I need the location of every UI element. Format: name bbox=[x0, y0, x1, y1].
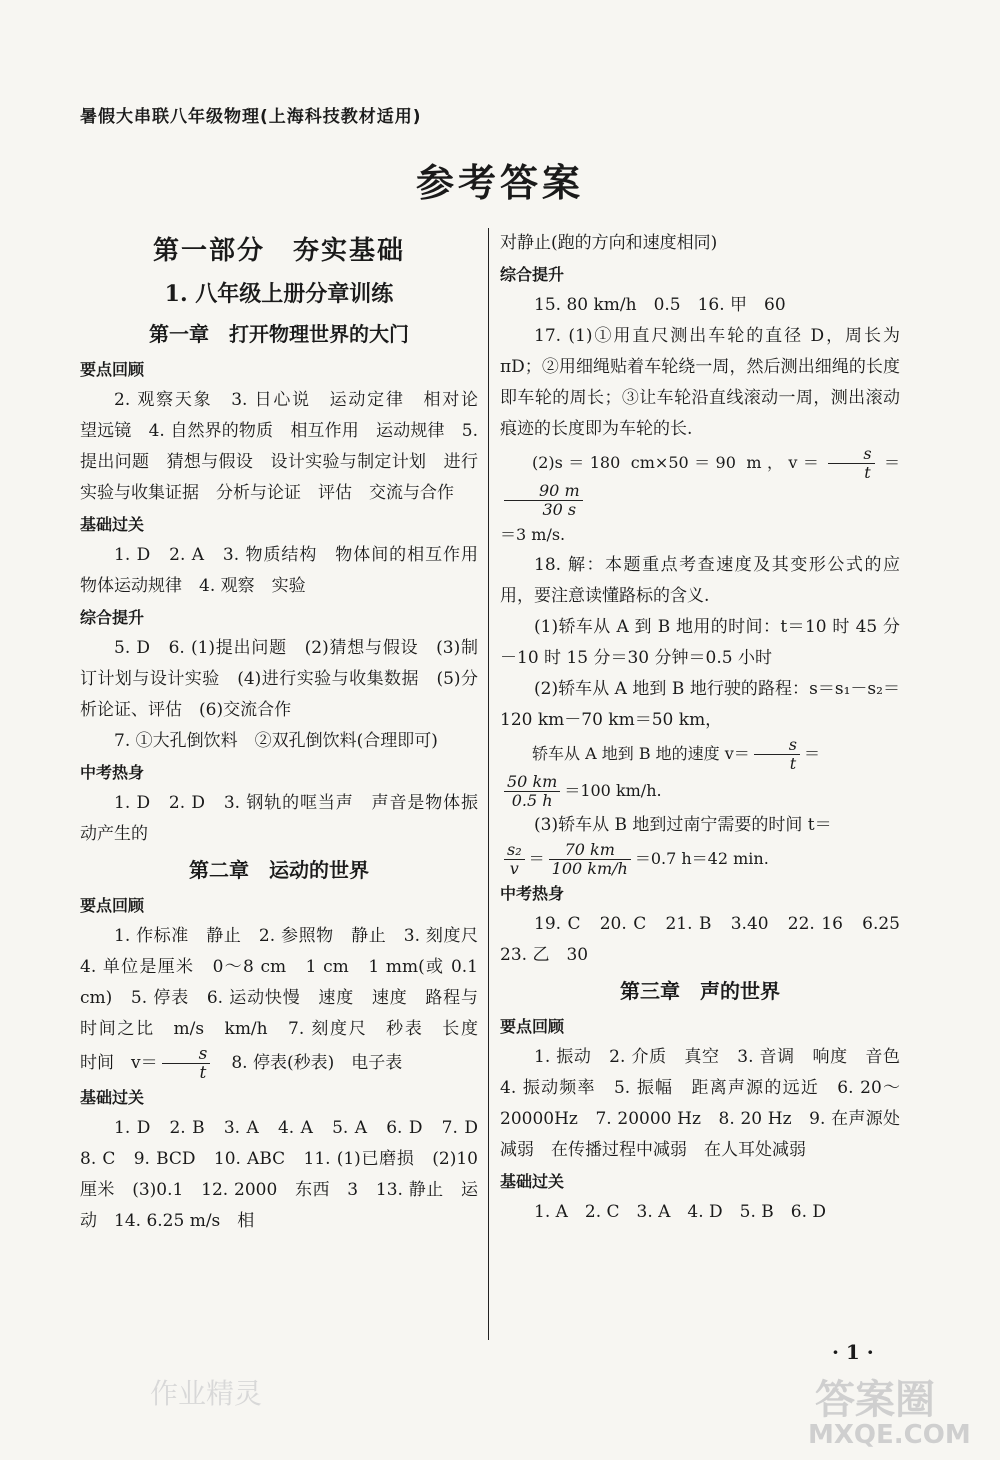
formula-text: 轿车从 A 地到 B 地的速度 v＝ bbox=[532, 744, 750, 763]
unit-title: 1. 八年级上册分章训练 bbox=[164, 281, 394, 307]
right-column bbox=[500, 228, 917, 1228]
answer-paragraph: 1. D 2. D 3. 钢轨的哐当声 声音是物体振动产生的 bbox=[80, 793, 478, 844]
fraction-numerator: s bbox=[754, 736, 800, 755]
fraction-denominator: t bbox=[789, 754, 797, 773]
fraction bbox=[504, 482, 583, 519]
book-header: 暑假大串联八年级物理(上海科技教材适用) bbox=[80, 107, 422, 127]
section-heading: 中考热身 bbox=[500, 884, 565, 903]
answer-paragraph: (3)轿车从 B 地到过南宁需要的时间 t＝ bbox=[534, 815, 832, 835]
formula-text: ＝ bbox=[528, 849, 545, 868]
fraction-denominator: v bbox=[509, 859, 519, 878]
part-title: 第一部分 夯实基础 bbox=[152, 236, 405, 266]
section-heading: 中考热身 bbox=[80, 763, 145, 782]
answer-paragraph: 17. (1)①用直尺测出车轮的直径 D，周长为 πD；②用细绳贴着车轮绕一周，然后测出细绳的长度即车轮的周长；③让车轮沿直线滚动一周，测出滚动痕迹的长度即为车轮的长. bbox=[500, 326, 900, 439]
fraction-denominator: t bbox=[864, 463, 871, 482]
formula-text: ＝ bbox=[878, 453, 900, 472]
section-heading: 综合提升 bbox=[500, 265, 565, 284]
section-heading: 要点回顾 bbox=[80, 360, 145, 379]
section-heading: 要点回顾 bbox=[80, 896, 145, 915]
answer-paragraph: 19. C 20. C 21. B 3.40 22. 16 6.25 23. 乙 30 bbox=[500, 914, 917, 965]
answer-paragraph: 7. ①大孔倒饮料 ②双孔倒饮料(合理即可) bbox=[114, 731, 438, 751]
fraction-numerator: 70 km bbox=[549, 841, 631, 860]
fraction-numerator: s bbox=[828, 445, 874, 464]
answer-paragraph: (2)轿车从 A 地到 B 地行驶的路程：s＝s₁－s₂＝120 km－70 km＝50 km， bbox=[500, 679, 900, 730]
formula-line bbox=[500, 445, 900, 519]
formula-text: ＝100 km/h. bbox=[564, 781, 662, 800]
formula-line bbox=[500, 773, 900, 810]
fraction-numerator: s₂ bbox=[504, 841, 525, 860]
answer-paragraph: 1. D 2. B 3. A 4. A 5. A 6. D 7. D 8. C 9. BCD 10. ABC 11. (1)已磨损 (2)10 厘米 (3)0.1 12. 2000 东西 3 13. 静止 运动 14. 6.25 m/s 相 bbox=[80, 1118, 495, 1231]
fraction bbox=[828, 445, 874, 482]
fraction bbox=[504, 773, 560, 810]
page-title: 参考答案 bbox=[415, 160, 584, 205]
formula-text: ＝ bbox=[804, 744, 821, 763]
watermark-faint: 作业精灵 bbox=[150, 1377, 263, 1410]
section-heading: 要点回顾 bbox=[500, 1017, 565, 1036]
fraction-denominator: 0.5 h bbox=[511, 791, 553, 810]
fraction-numerator: 50 km bbox=[504, 773, 560, 792]
answer-paragraph bbox=[80, 921, 495, 1083]
section-heading: 基础过关 bbox=[80, 1088, 145, 1107]
answer-paragraph: 2. 观察天象 3. 日心说 运动定律 相对论 望远镜 4. 自然界的物质 相互作用 运动规律 5. 提出问题 猜想与假设 设计实验与制定计划 进行实验与收集证据 分析与论证 评估 交流与合作 bbox=[80, 390, 495, 503]
formula-text: ＝0.7 h＝42 min. bbox=[634, 849, 769, 868]
fraction bbox=[504, 841, 525, 878]
fraction bbox=[549, 841, 631, 878]
fraction-denominator: 30 s bbox=[542, 500, 577, 519]
fraction-numerator: s bbox=[162, 1045, 211, 1064]
chapter-3-title: 第三章 声的世界 bbox=[620, 979, 780, 1003]
answer-paragraph: 对静止(跑的方向和速度相同) bbox=[500, 233, 718, 253]
answer-paragraph: 1. D 2. A 3. 物质结构 物体间的相互作用 物体运动规律 4. 观察 实验 bbox=[80, 545, 495, 596]
section-heading: 基础过关 bbox=[500, 1172, 565, 1191]
formula-line bbox=[500, 841, 900, 878]
watermark-logo: 答案圈 bbox=[815, 1377, 935, 1423]
answer-paragraph: 1. A 2. C 3. A 4. D 5. B 6. D bbox=[534, 1202, 827, 1222]
answer-paragraph: (1)轿车从 A 到 B 地用的时间：t＝10 时 45 分－10 时 15 分＝30 分钟＝0.5 小时 bbox=[500, 617, 900, 668]
answer-text: 8. 停表(秒表) 电子表 bbox=[214, 1053, 403, 1073]
formula-line: ＝3 m/s. bbox=[500, 525, 566, 544]
formula-text: (2)s＝180 cm×50＝90 m，v＝ bbox=[532, 453, 825, 472]
section-heading: 基础过关 bbox=[80, 515, 145, 534]
fraction-denominator: t bbox=[199, 1063, 207, 1083]
left-column bbox=[80, 228, 495, 1237]
fraction bbox=[754, 736, 800, 773]
chapter-2-title: 第二章 运动的世界 bbox=[189, 858, 369, 882]
formula-line bbox=[500, 736, 900, 773]
answer-paragraph: 18. 解：本题重点考查速度及其变形公式的应用，要注意读懂路标的含义. bbox=[500, 555, 900, 606]
answer-text: 1. 作标准 静止 2. 参照物 静止 3. 刻度尺 4. 单位是厘米 0～8 cm 1 cm 1 mm(或 0.1 cm) 5. 停表 6. 运动快慢 速度 速度 路程与时间之比 m/s km/h 7. 刻度尺 秒表 长度 时间 v＝ bbox=[80, 926, 495, 1073]
fraction-denominator: 100 km/h bbox=[551, 859, 628, 878]
answer-paragraph: 1. 振动 2. 介质 真空 3. 音调 响度 音色 4. 振动频率 5. 振幅 距离声源的远近 6. 20～20000Hz 7. 20000 Hz 8. 20 Hz 9. 在声源处减弱 在传播过程中减弱 在人耳处减弱 bbox=[500, 1047, 917, 1160]
answer-paragraph: 15. 80 km/h 0.5 16. 甲 60 bbox=[534, 295, 786, 315]
watermark-url: MXQE.COM bbox=[808, 1420, 971, 1450]
answer-paragraph: 5. D 6. (1)提出问题 (2)猜想与假设 (3)制订计划与设计实验 (4)进行实验与收集数据 (5)分析论证、评估 (6)交流合作 bbox=[80, 638, 478, 720]
fraction bbox=[162, 1045, 211, 1082]
page-number: · 1 · bbox=[832, 1340, 874, 1364]
fraction-numerator: 90 m bbox=[504, 482, 583, 501]
chapter-1-title: 第一章 打开物理世界的大门 bbox=[149, 322, 409, 346]
section-heading: 综合提升 bbox=[80, 608, 145, 627]
